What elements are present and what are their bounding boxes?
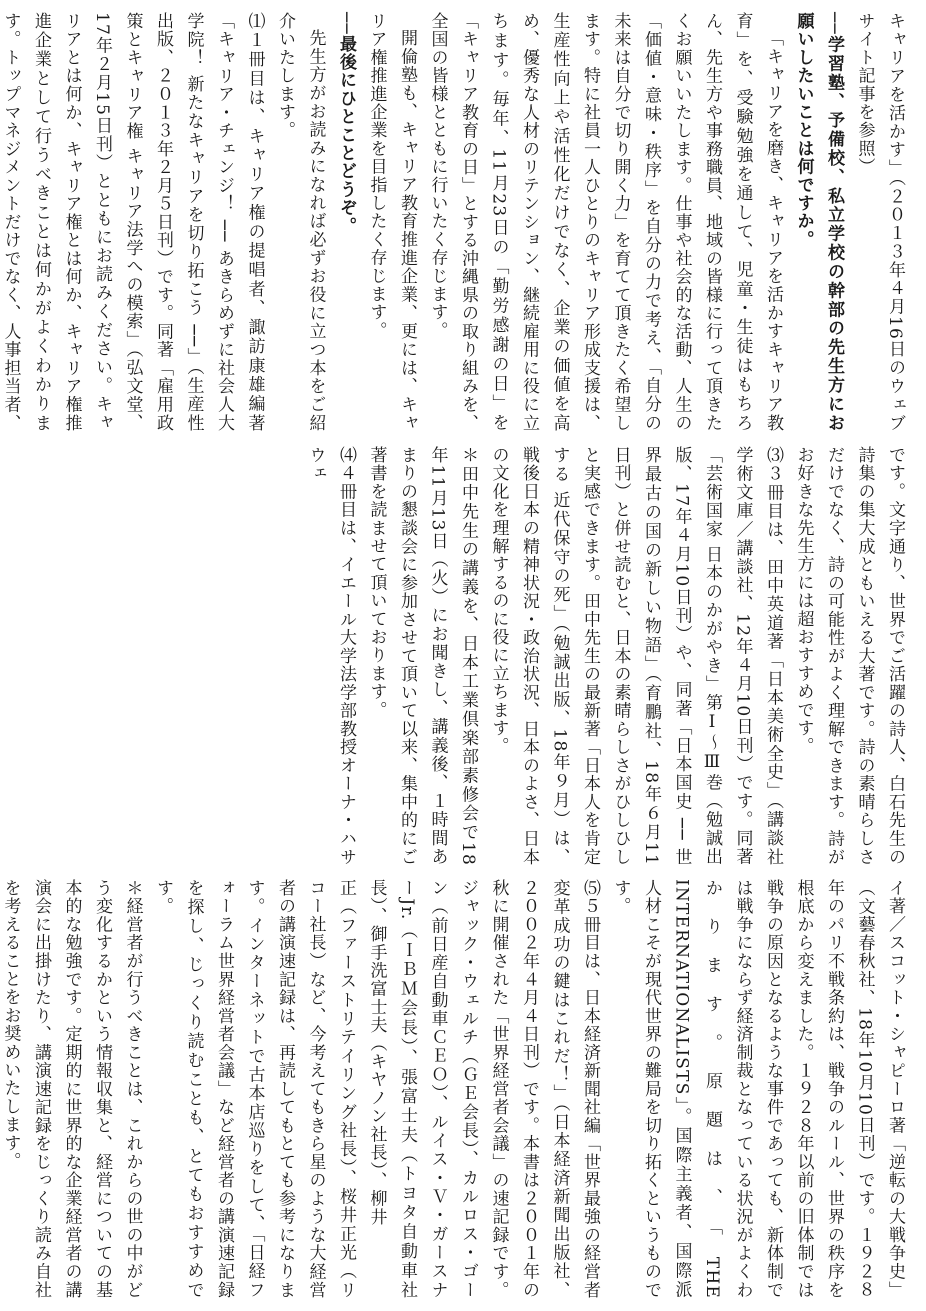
book-item-1: ⑴１冊目は、キャリア権の提唱者、諏訪康雄編著「キャリア・チェンジ！ ── あきらめずに社会人大学院！ 新たなキャリアを切り拓こう ──」（生産性出版、２０１３年２月５日刊）です。同著「雇用政策とキャリア権 キャリア法学への模索」（弘文堂、17年２月15日刊）とともにお読みください。キャリアとは何か、キャリア権とは何か、キャリア権推進企業として行うべきことは何かがよくわかります。トップマネジメントだけでなく、人事担当者、 (0, 12, 265, 432)
note-executives: ＊経営者が行うべきことは、これからの世の中がどう変化するかという情報収集と、経営についての基本的な勉強です。定期的に世界的な企業経営者の講演会に出掛けたり、講演速記録をじっくり読み自社を考えることをお奨めいたします。 (0, 879, 143, 1299)
paragraph-continuation: イ著／スコット・シャピーロ著「逆転の大戦争史」（文藝春秋社、18年10月10日刊）です。１９２８年のパリ不戦条約は、戦争のルール、世界の秩序を根底から変えました。１９２８年以前の旧体制では戦争の原因となるような事件であっても、新体制では戦争にならず経済制裁となっている状況がよくわかります。原題は、「THE INTERNATIONALISTS」。国際主義者、国際派人材こそが現代世界の難局を切り拓くというものです。 (610, 879, 905, 1299)
paragraph-kairin: 開倫塾も、キャリア教育推進企業、更には、キャリア権推進企業を目指したく存じます。 (366, 12, 417, 432)
paragraph-intro: 先生方がお読みになれば必ずお役に立つ本をご紹介いたします。 (275, 12, 326, 432)
text-tier-bottom (0, 879, 910, 1299)
book-item-5: ⑸５冊目は、日本経済新聞社編「世界最強の経営者 変革成功の鍵はこれだ！」（日本経済新聞出版社、２００２年４月４日刊）です。本書は２００１年の秋に開催された「世界経営者会議」の速記録です。ジャック・ウェルチ（ＧＥ会長）、カルロス・ゴーン（前日産自動車ＣＥＯ）、ルイス・Ｖ・ガースナーJr.（ＩＢＭ会長）、張富士夫（トヨタ自動車社長）、御手洗富士夫（キヤノン社長）、柳井 (366, 879, 600, 1299)
final-question-heading: ──最後にひとことどうぞ。 (336, 12, 356, 236)
paragraph-continuation-2: 正（ファーストリテイリング社長）、桜井正光（リコー社長）など、今考えてもきら星のような大経営者の講演速記録は、再読してもとても参考になります。インターネットで古本店巡りをして、「日経フォーラム世界経営者会議」など経営者の講演速記録を探し、じっくり読むことも、とてもおすすめです。 (153, 879, 356, 1299)
text-tier-middle (16, 446, 910, 866)
text-tier-top (0, 12, 910, 432)
paragraph-continuation: キャリアを活かす」（２０１３年４月16日のウェブサイト記事を参照） (854, 12, 905, 432)
paragraph-continuation: です。文字通り、世界でご活躍の詩人、白石先生の詩集の集大成ともいえる大著です。詩の素晴らしさだけでなく、詩の可能性がよく理解できます。詩がお好きな先生方には超おすすめです。 (793, 445, 905, 866)
book-item-4: ⑷４冊目は、イエール大学法学部教授オーナ・ハサウェ (305, 445, 356, 866)
note-tanaka-lecture: ＊田中先生の講義を、日本工業倶楽部素修会で18年11月13日（火）にお聞きし、講義後、１時間あまりの懇談会に参加させて頂いて以来、集中的にご著書を読ませて頂いております。 (366, 445, 478, 866)
paragraph-answer: 「キャリアを磨き、キャリアを活かすキャリア教育」を、受験勉強を通して、児童・生徒はもちろん、先生方や事務職員、地域の皆様に行って頂きたくお願いいたします。仕事や社会的な活動、人生の「価値・意味・秩序」を自分の力で考え、「自分の未来は自分で切り開く力」を育てて頂きたく希望します。特に社員一人ひとりのキャリア形成支援は、生産性向上や活性化だけでなく、企業の価値を高め、優秀な人材のリテンション、継続雇用に役に立ちます。毎年、11月23日の「勤労感謝の日」を「キャリア教育の日」とする沖縄県の取り組みを、全国の皆様とともに行いたく存じます。 (427, 12, 783, 432)
book-item-3: ⑶３冊目は、田中英道著「日本美術全史」（講談社学術文庫／講談社、12年４月10日刊）です。同著「芸術国家 日本のかがやき」第Ⅰ～Ⅲ巻（勉誠出版、17年４月10日刊）や、同著「日本国史 ── 世界最古の国の新しい物語」（育鵬社、18年６月11日刊）と併せ読むと、日本の素晴らしさがひしひしと実感できます。田中先生の最新著「日本人を肯定する 近代保守の死」（勉誠出版、18年９月）は、戦後日本の精神状況・政治状況、日本のよさ、日本の文化を理解するのに役に立ちます。 (488, 445, 783, 866)
interview-question-heading: ──学習塾、予備校、私立学校の幹部の先生方にお願いしたいことは何ですか。 (793, 12, 844, 432)
